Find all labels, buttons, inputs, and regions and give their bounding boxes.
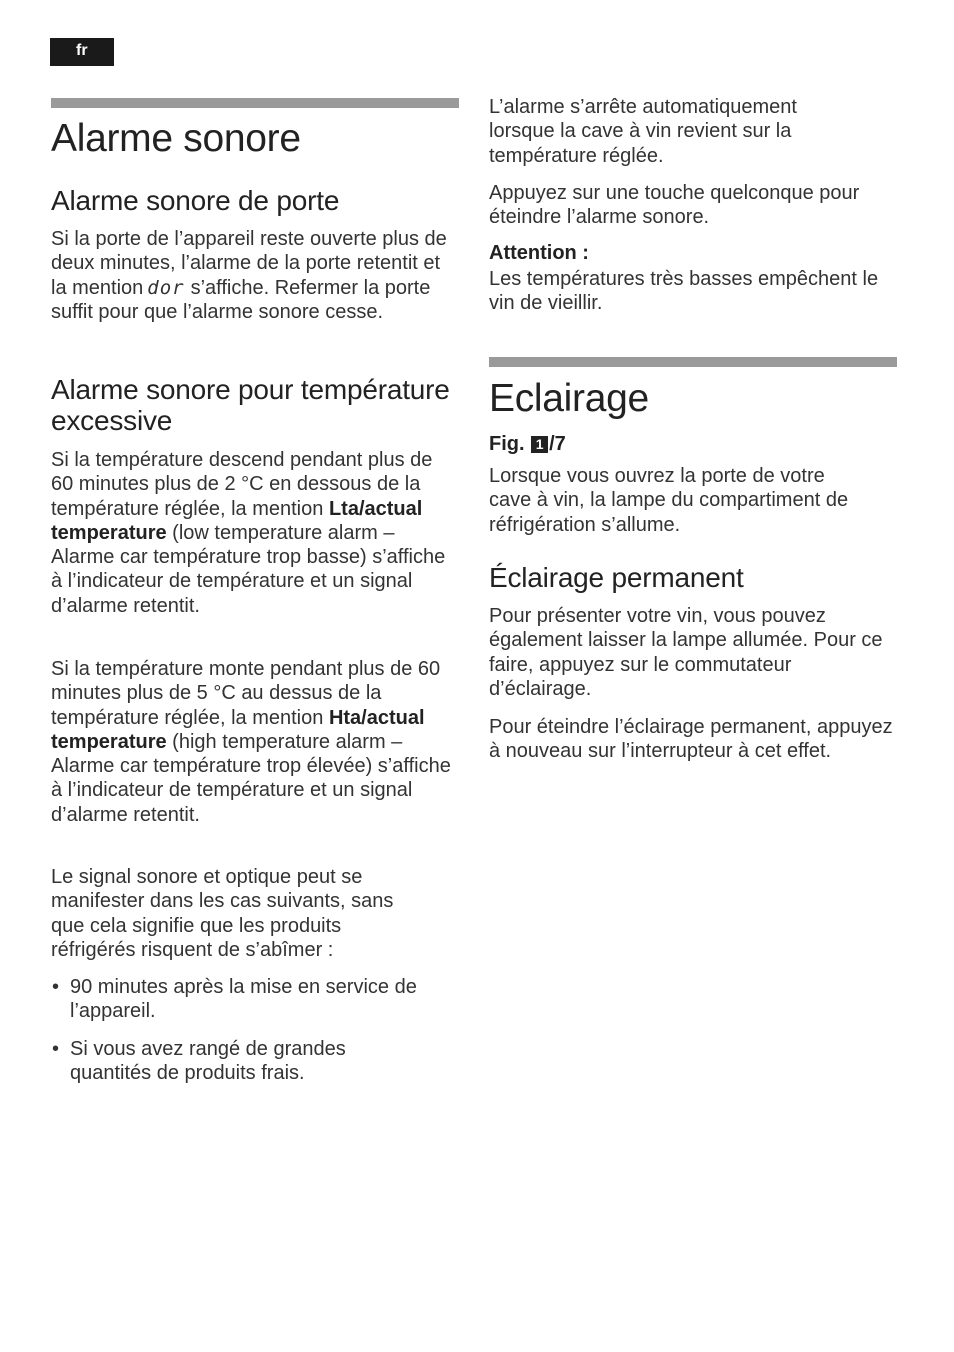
- press-key-text: Appuyez sur une touche quelconque pour éteindre l’alarme sonore.: [489, 182, 860, 229]
- light-text: Lorsque vous ouvrez la porte de votre cave à vin, la lampe du compartiment de réfrigération s’allume.: [489, 465, 849, 536]
- page-title-light: Eclairage: [489, 377, 649, 420]
- permanent-light-text-1: Pour présenter votre vin, vous pouvez également laisser la lampe allumée. Pour ce faire, appuyez sur le commutateur d’éclairage.: [489, 605, 883, 700]
- attention-label: Attention :: [489, 242, 589, 264]
- signal-text: Le signal sonore et optique peut se manifester dans les cas suivants, sans que cela signifie que les produits réfrigérés risquent de s’abîmer :: [51, 866, 394, 961]
- low-temp-text: Si la température descend pendant plus de 60 minutes plus de 2 °C en dessous de la température réglée, la mention Lta/actual temperature (low temperature alarm – Alarme car température trop basse) s’affiche à l’indicateur de température et un signal d’alarme retentit.: [51, 449, 446, 617]
- auto-stop-text: L’alarme s’arrête automatiquement lorsque la cave à vin revient sur la température réglée.: [489, 96, 797, 167]
- high-temp-text: Si la température monte pendant plus de 60 minutes plus de 5 °C au dessus de la température réglée, la mention Hta/actual temperature (high temperature alarm – Alarme car température trop élevée) s’affiche à l’indicateur de température et un signal d’alarme retentit.: [51, 658, 451, 826]
- permanent-light-text-2: Pour éteindre l’éclairage permanent, appuyez à nouveau sur l’interrupteur à cet effet.: [489, 716, 893, 763]
- heading-door-alarm: Alarme sonore de porte: [51, 185, 340, 216]
- display-code-dor: dor: [147, 276, 185, 299]
- list-item: • Si vous avez rangé de grandes quantités de produits frais.: [51, 1037, 431, 1086]
- section-divider-alarm: [51, 98, 459, 108]
- language-badge: fr: [50, 38, 114, 66]
- door-alarm-text: Si la porte de l’appareil reste ouverte plus de deux minutes, l’alarme de la porte retentit et la mention dor s’affiche. Refermer la porte suffit pour que l’alarme sonore cesse.: [51, 228, 447, 323]
- high-temp-term: Hta/actual temperature: [51, 706, 425, 753]
- low-temp-term: Lta/actual temperature: [51, 497, 423, 544]
- list-item: • 90 minutes après la mise en service de l’appareil.: [51, 975, 431, 1024]
- figure-reference: Fig. 1 /7: [489, 433, 566, 455]
- attention-text: Les températures très basses empêchent le vin de vieillir.: [489, 268, 879, 315]
- heading-permanent-light: Éclairage permanent: [489, 562, 744, 593]
- figure-number: 1: [531, 436, 548, 453]
- section-divider-light: [489, 357, 897, 367]
- page-title-alarm: Alarme sonore: [51, 117, 301, 160]
- heading-temp-alarm: Alarme sonore pour température excessive: [51, 374, 450, 436]
